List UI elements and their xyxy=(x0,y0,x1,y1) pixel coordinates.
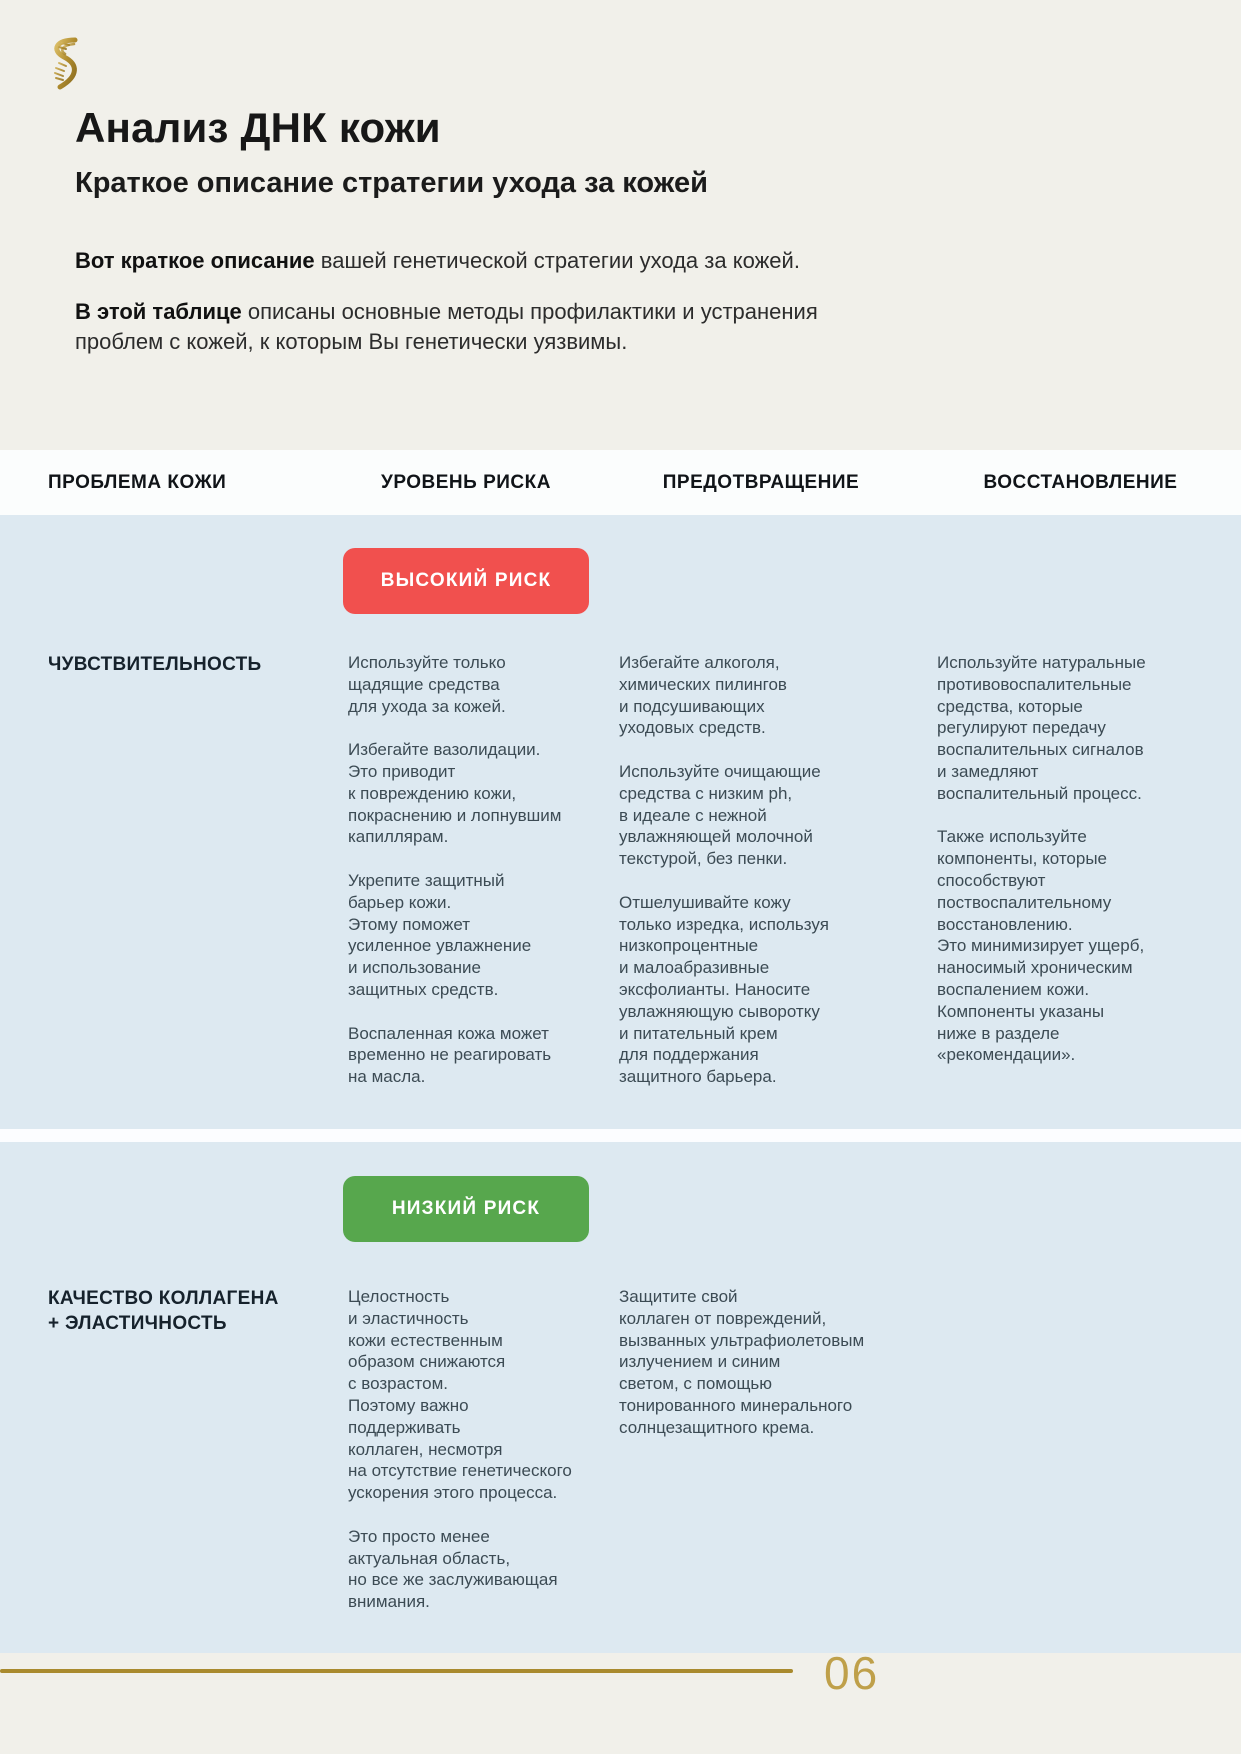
risk-section-high xyxy=(0,515,1241,1129)
dna-logo-icon xyxy=(45,36,87,94)
page-number: 06 xyxy=(824,1647,880,1699)
column-header-risk-level: УРОВЕНЬ РИСКА xyxy=(381,471,551,493)
column-header-recovery: ВОССТАНОВЛЕНИЕ xyxy=(983,471,1178,493)
high-risk-badge: ВЫСОКИЙ РИСК xyxy=(343,548,589,614)
intro-paragraph-1 xyxy=(75,246,1055,276)
intro-2-lead: В этой таблице xyxy=(75,299,242,325)
section-divider xyxy=(0,1129,1241,1142)
intro-1-text: вашей генетической стратегии ухода за кожей. xyxy=(314,248,800,274)
risk-section-low xyxy=(0,1142,1241,1653)
intro-1-lead: Вот краткое описание xyxy=(75,248,315,274)
table-header-row xyxy=(0,450,1241,515)
problem-label: КАЧЕСТВО КОЛЛАГЕНА + ЭЛАСТИЧНОСТЬ xyxy=(48,1288,279,1334)
prevention-advice: Защитите свой коллаген от повреждений, вызванных ультрафиолетовым излучением и синим светом, с помощью тонированного минерального солнцезащитного крема. xyxy=(619,1287,865,1437)
prevention-advice: Избегайте алкоголя, химических пилингов и подсушивающих уходовых средств. Используйте очищающие средства с низким ph, в идеале с нежной увлажняющей молочной текстурой, без пенки. Отшелушивайте кожу только изредка, используя низкопроцентные и малоабразивные эксфолианты. Наносите увлажняющую сыворотку и питательный крем для поддержания защитного барьера. xyxy=(619,653,829,1087)
table-row-sensitivity xyxy=(0,652,1241,1088)
risk-level-advice: Используйте только щадящие средства для ухода за кожей. Избегайте вазолидации. Это приводит к повреждению кожи, покраснению и лопнувшим капиллярам. Укрепите защитный барьер кожи. Этому поможет усиленное увлажнение и использование защитных средств. Воспаленная кожа может временно не реагировать на масла. xyxy=(348,653,562,1087)
intro-paragraph-2 xyxy=(75,297,1055,357)
high-risk-badge-row xyxy=(0,548,1241,614)
column-header-prevention: ПРЕДОТВРАЩЕНИЕ xyxy=(662,471,860,493)
low-risk-badge-row xyxy=(0,1176,1241,1242)
report-header xyxy=(0,0,1241,450)
recovery-advice: Используйте натуральные противовоспалительные средства, которые регулируют передачу воспалительных сигналов и замедляют воспалительный процесс. Также используйте компоненты, которые способствуют поствоспалительному восстановлению. Это минимизирует ущерб, наносимый хроническим воспалением кожи. Компоненты указаны ниже в разделе «рекомендации». xyxy=(937,653,1146,1065)
problem-label: ЧУВСТВИТЕЛЬНОСТЬ xyxy=(48,654,262,675)
page-footer xyxy=(0,1647,1241,1754)
page-subtitle: Краткое описание стратегии ухода за кожей xyxy=(75,167,708,200)
page-title: Анализ ДНК кожи xyxy=(75,104,441,151)
column-header-skin-problem: ПРОБЛЕМА КОЖИ xyxy=(48,471,227,493)
footer-rule xyxy=(0,1669,793,1673)
table-row-collagen xyxy=(0,1286,1241,1613)
low-risk-badge: НИЗКИЙ РИСК xyxy=(343,1176,589,1242)
intro-2-text: описаны основные методы профилактики и устранения проблем с кожей, к которым Вы генетически уязвимы. xyxy=(75,299,818,355)
risk-level-advice: Целостность и эластичность кожи естественным образом снижаются с возрастом. Поэтому важно поддерживать коллаген, несмотря на отсутствие генетического ускорения этого процесса. Это просто менее актуальная область, но все же заслуживающая внимания. xyxy=(348,1287,572,1612)
